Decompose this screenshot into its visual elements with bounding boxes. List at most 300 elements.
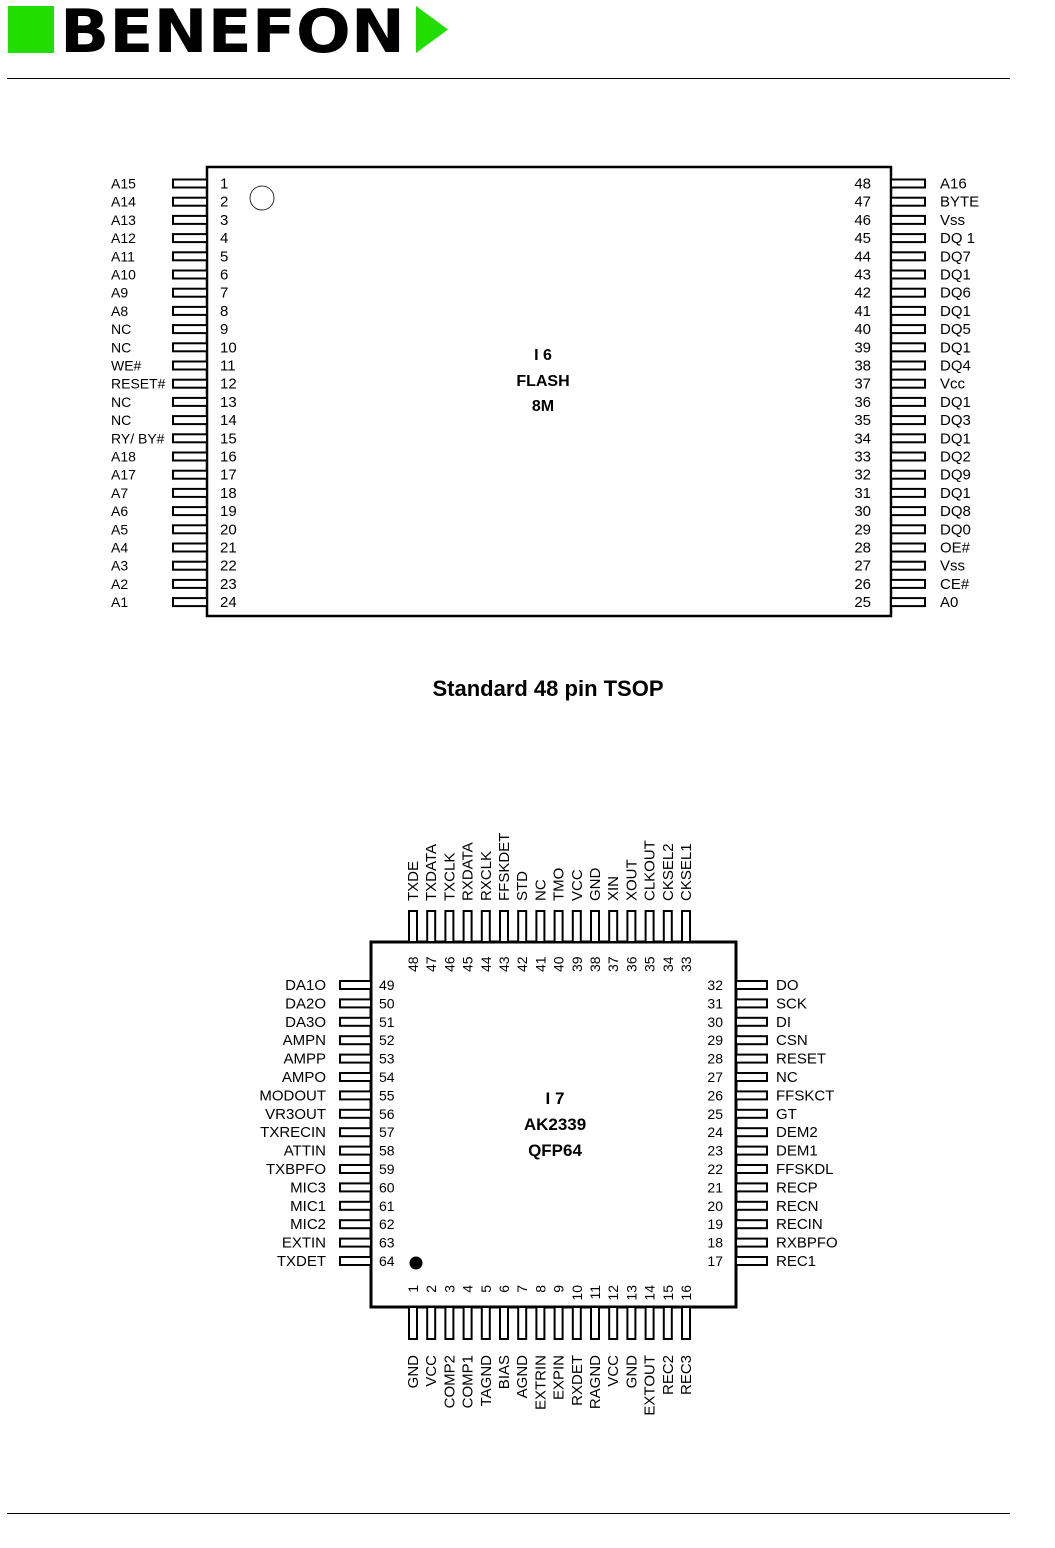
qfp-pin-name: VCC: [605, 1355, 623, 1387]
tsop-pin-lead: [173, 434, 207, 442]
tsop-pin-number: 8: [220, 302, 229, 320]
tsop-pin-lead: [173, 398, 207, 406]
qfp-pin-lead: [736, 1220, 767, 1228]
qfp-pin-number: 42: [514, 956, 531, 972]
qfp-pin-number: 24: [707, 1124, 723, 1141]
tsop-pin-number: 16: [220, 448, 237, 466]
tsop-pin-name: OE#: [940, 539, 971, 557]
tsop-pin-lead: [891, 234, 925, 242]
tsop-pin-lead: [891, 398, 925, 406]
tsop-pin-lead: [891, 252, 925, 260]
qfp-pin-number: 36: [623, 956, 640, 972]
tsop-pin-name: DQ6: [940, 284, 971, 302]
qfp-pin-name: AGND: [514, 1355, 532, 1399]
qfp-pin-name: REC1: [776, 1253, 817, 1270]
qfp-pin-name: RXDATA: [459, 842, 477, 901]
tsop-pin-number: 21: [220, 539, 237, 557]
qfp-pin-lead: [591, 911, 599, 942]
qfp-pin-lead: [340, 1257, 371, 1265]
qfp-pin-name: COMP1: [459, 1355, 477, 1409]
tsop-pin-name: A8: [111, 302, 129, 319]
qfp-pin-lead: [464, 911, 472, 942]
tsop-pin-lead: [891, 489, 925, 497]
qfp-chip-type: AK2339: [523, 1115, 587, 1134]
qfp-pin-number: 30: [707, 1013, 723, 1030]
qfp-pin-number: 37: [605, 956, 622, 972]
tsop-pin-number: 33: [854, 448, 871, 466]
tsop-pin-number: 28: [854, 539, 871, 557]
qfp-pin-name: TXDET: [276, 1253, 326, 1270]
tsop-chip-type: FLASH: [516, 373, 570, 390]
qfp-pin-number: 16: [678, 1285, 694, 1301]
qfp-pin-lead: [646, 1307, 654, 1339]
qfp-pin-name: CLKOUT: [641, 840, 659, 901]
qfp-pin-number: 3: [441, 1285, 458, 1293]
qfp-pin-lead: [736, 1073, 767, 1081]
tsop-pin-name: DQ1: [940, 430, 971, 448]
qfp-pin-lead: [664, 911, 672, 942]
qfp-pin-lead: [591, 1307, 599, 1339]
qfp-pin-lead: [409, 1307, 417, 1339]
qfp-pin-number: 18: [707, 1234, 723, 1251]
qfp-pin-name: RESET: [776, 1050, 827, 1068]
tsop-pin-name: A18: [111, 448, 136, 465]
qfp-pin-number: 25: [707, 1105, 723, 1122]
tsop-pin-lead: [891, 544, 925, 552]
qfp-pin-number: 8: [532, 1285, 549, 1293]
tsop-pin-name: DQ1: [940, 393, 971, 411]
tsop-pin-number: 6: [220, 266, 229, 284]
qfp-pin-lead: [445, 1307, 453, 1339]
qfp-pin-number: 53: [379, 1050, 395, 1067]
qfp-pin-lead: [340, 1073, 371, 1081]
qfp-pin-number: 5: [477, 1285, 494, 1293]
qfp-pin-number: 23: [707, 1142, 723, 1159]
tsop-pin-name: RY/ BY#: [111, 430, 165, 447]
qfp-pin-number: 34: [659, 956, 676, 972]
qfp-pin-lead: [736, 1018, 767, 1026]
tsop-pin-number: 43: [854, 266, 871, 284]
tsop-pin-name: RESET#: [111, 375, 166, 392]
tsop-pin-number: 44: [854, 248, 871, 266]
tsop-pin-number: 39: [854, 339, 871, 357]
qfp-pin-lead: [340, 1128, 371, 1136]
tsop-pin-number: 15: [220, 430, 237, 448]
tsop-pin-number: 22: [220, 557, 237, 575]
qfp-pin-name: EXTRIN: [532, 1355, 550, 1411]
qfp-pin-name: RXCLK: [477, 850, 495, 901]
tsop-pin-lead: [173, 325, 207, 333]
tsop-pin-lead: [173, 525, 207, 533]
qfp-pin-name: TMO: [550, 867, 568, 901]
qfp-pin-name: FFSKDL: [776, 1161, 834, 1178]
qfp-pin-lead: [536, 911, 544, 942]
tsop-pin-name: DQ1: [940, 302, 971, 320]
qfp-pin-name: RECN: [776, 1197, 819, 1215]
qfp-pin-name: RAGND: [587, 1355, 604, 1410]
tsop-pin-lead: [173, 180, 207, 188]
qfp-pin-number: 20: [707, 1197, 723, 1214]
tsop-pin-name: A15: [111, 175, 136, 192]
tsop-pin-lead: [173, 453, 207, 461]
qfp-pin-number: 45: [459, 956, 476, 972]
tsop-pin-lead: [891, 380, 925, 388]
tsop-pin-name: DQ5: [940, 321, 971, 339]
qfp-pin-number: 31: [707, 995, 723, 1012]
tsop-pin-name: DQ1: [940, 266, 971, 284]
qfp-pin-number: 40: [550, 956, 567, 972]
qfp-pin-name: SCK: [776, 995, 807, 1013]
tsop-pin-name: CE#: [940, 575, 970, 593]
tsop-pin-number: 19: [220, 503, 237, 521]
tsop-pin-name: DQ3: [940, 412, 971, 430]
tsop-pin-name: A3: [111, 557, 129, 574]
qfp-pin-number: 7: [514, 1285, 531, 1293]
tsop-pin-lead: [891, 434, 925, 442]
qfp-pin-lead: [736, 1183, 767, 1191]
tsop-caption: Standard 48 pin TSOP: [432, 676, 664, 701]
qfp-pin-lead: [464, 1307, 472, 1339]
tsop-pin-name: DQ2: [940, 448, 971, 466]
qfp-pin-number: 59: [379, 1161, 395, 1177]
qfp-pin-lead: [609, 1307, 617, 1339]
qfp-pin-lead: [736, 1239, 767, 1247]
tsop-pin-lead: [173, 362, 207, 370]
qfp-pin-lead: [536, 1307, 544, 1339]
qfp-pin-number: 56: [379, 1105, 395, 1122]
tsop-pin-number: 1: [220, 175, 229, 193]
qfp-pin-number: 44: [477, 956, 494, 972]
tsop-pin-name: A13: [111, 211, 136, 228]
qfp-pin-lead: [427, 1307, 435, 1339]
qfp-pin-name: VCC: [423, 1355, 441, 1387]
tsop-pin-number: 18: [220, 484, 237, 502]
qfp-pin-name: GND: [405, 1355, 422, 1389]
qfp-pin-name: AMPN: [282, 1032, 326, 1050]
qfp-pin-number: 55: [379, 1087, 395, 1104]
qfp-pin-lead: [736, 981, 767, 989]
qfp-pin-number: 41: [532, 956, 549, 972]
tsop-pin-lead: [891, 507, 925, 515]
tsop-pin-number: 12: [220, 375, 237, 393]
qfp-pin-name: RXBPFO: [776, 1234, 838, 1252]
qfp-pin-lead: [664, 1307, 672, 1339]
qfp-pin-number: 35: [641, 956, 658, 972]
tsop-pin-number: 48: [854, 175, 871, 193]
qfp-pin-name: MIC2: [290, 1216, 326, 1234]
tsop-chip-refdes: I 6: [534, 347, 552, 364]
tsop-pin-number: 25: [854, 594, 871, 612]
qfp-pin-name: ATTIN: [283, 1142, 326, 1160]
tsop-pin-name: A5: [111, 521, 129, 538]
qfp-64-package: [259, 833, 837, 1416]
tsop-pin-name: DQ4: [940, 357, 971, 375]
qfp-pin-lead: [340, 1018, 371, 1026]
tsop-pin-lead: [891, 180, 925, 188]
qfp-pin-number: 64: [379, 1253, 395, 1269]
qfp-pin-number: 46: [441, 956, 458, 972]
qfp-pin-name: DA1O: [285, 977, 326, 994]
qfp-pin-number: 47: [423, 956, 440, 972]
qfp-pin-name: RXDET: [568, 1355, 586, 1406]
tsop-pin-name: A1: [111, 594, 129, 611]
tsop-pin-name: WE#: [111, 357, 142, 374]
qfp-pin-lead: [573, 911, 581, 942]
tsop-pin-lead: [891, 307, 925, 315]
qfp-pin-name: MODOUT: [259, 1087, 326, 1105]
qfp-pin-name: EXTOUT: [641, 1355, 659, 1416]
qfp-pin-name: BIAS: [496, 1355, 513, 1390]
qfp-pin-name: TXDE: [405, 860, 422, 901]
qfp-pin-lead: [482, 911, 490, 942]
qfp-pin-number: 43: [496, 956, 512, 972]
tsop-pin-name: DQ8: [940, 503, 971, 521]
qfp-pin-number: 61: [379, 1197, 395, 1214]
qfp-pin-number: 63: [379, 1234, 395, 1251]
tsop-pin-lead: [173, 289, 207, 297]
qfp-pin-name: TXBPFO: [265, 1161, 326, 1178]
qfp-pin-lead: [340, 1220, 371, 1228]
tsop-pin-name: Vcc: [940, 375, 966, 393]
tsop-pin-number: 38: [854, 357, 871, 375]
qfp-pin-lead: [340, 1055, 371, 1063]
qfp-pin-lead: [340, 1183, 371, 1191]
tsop-pin-number: 46: [854, 211, 871, 229]
qfp-pin-lead: [736, 1165, 767, 1173]
tsop-pin-name: DQ1: [940, 339, 971, 357]
qfp-pin-number: 33: [678, 956, 694, 972]
tsop-pin-lead: [173, 489, 207, 497]
qfp-pin-name: TXRECIN: [260, 1124, 326, 1142]
tsop-pin-lead: [173, 307, 207, 315]
qfp-pin-lead: [555, 911, 563, 942]
qfp-pin-number: 51: [379, 1013, 395, 1030]
tsop-pin-lead: [891, 598, 925, 606]
tsop-pin-lead: [173, 544, 207, 552]
tsop-pin-lead: [891, 325, 925, 333]
qfp-pin-name: GND: [623, 1355, 641, 1389]
tsop-chip-body: [207, 167, 891, 616]
qfp-pin-number: 19: [707, 1216, 723, 1233]
qfp-pin-lead: [627, 911, 635, 942]
qfp-pin-name: DEM1: [776, 1142, 818, 1160]
tsop-pin-name: Vss: [940, 557, 966, 575]
qfp-pin-name: NC: [776, 1069, 798, 1086]
qfp-pin-name: EXTIN: [281, 1234, 326, 1252]
qfp-pin-name: DA3O: [285, 1013, 326, 1031]
qfp-pin-name: VCC: [568, 869, 586, 901]
qfp-pin-number: 12: [605, 1285, 622, 1301]
tsop-pin-number: 30: [854, 503, 871, 521]
qfp-pin-number: 1: [405, 1285, 421, 1293]
tsop-pin-number: 23: [220, 575, 237, 593]
qfp-chip-package: QFP64: [528, 1141, 582, 1160]
qfp-pin-number: 6: [496, 1285, 512, 1293]
qfp-pin-name: TXCLK: [441, 852, 459, 901]
tsop-pin-lead: [173, 471, 207, 479]
tsop-pin-name: A7: [111, 484, 129, 501]
qfp-pin-number: 62: [379, 1216, 395, 1233]
tsop-pin-name: DQ9: [940, 466, 971, 484]
qfp-pin-number: 50: [379, 995, 395, 1012]
qfp-pin-number: 60: [379, 1179, 395, 1196]
qfp-pin-name: XIN: [605, 875, 623, 901]
qfp-pin-number: 4: [459, 1285, 476, 1293]
qfp-pin-lead: [736, 1055, 767, 1063]
tsop-pin-lead: [891, 525, 925, 533]
qfp-pin-name: RECP: [776, 1179, 818, 1197]
tsop-pin-name: DQ1: [940, 484, 971, 502]
qfp-pin-name: FFSKCT: [776, 1087, 835, 1105]
qfp-pin-number: 38: [587, 956, 603, 972]
tsop-pin-number: 4: [220, 230, 229, 248]
tsop-pin-lead: [173, 198, 207, 206]
tsop-pin-number: 27: [854, 557, 871, 575]
qfp-pin-lead: [340, 999, 371, 1007]
qfp-pin-number: 11: [587, 1285, 603, 1300]
qfp-pin-number: 17: [707, 1253, 723, 1269]
tsop-pin-lead: [891, 471, 925, 479]
qfp-pin-lead: [736, 1257, 767, 1265]
qfp-pin-name: DA2O: [285, 995, 326, 1013]
qfp-pin-lead: [682, 1307, 690, 1339]
tsop-pin-lead: [173, 580, 207, 588]
qfp-pin-name: STD: [514, 871, 532, 901]
qfp-pin-name: DEM2: [776, 1124, 818, 1142]
tsop-pin-number: 11: [220, 357, 236, 375]
qfp-pin-lead: [340, 1202, 371, 1210]
tsop-pin-lead: [173, 252, 207, 260]
qfp-pin-lead: [427, 911, 435, 942]
qfp-pin-name: REC3: [678, 1355, 695, 1396]
qfp-pin-name: AMPP: [283, 1050, 326, 1068]
qfp-pin-number: 28: [707, 1050, 723, 1067]
qfp-pin-lead: [736, 1128, 767, 1136]
qfp-chip-refdes: I 7: [545, 1089, 565, 1108]
qfp-pin-name: GT: [776, 1105, 797, 1123]
qfp-pin-number: 22: [707, 1161, 723, 1177]
tsop-pin-lead: [173, 507, 207, 515]
qfp-pin-lead: [736, 1091, 767, 1099]
qfp-pin-number: 10: [568, 1285, 585, 1301]
qfp-pin-number: 29: [707, 1032, 723, 1049]
tsop-pin-name: A14: [111, 193, 136, 210]
tsop-pin-name: NC: [111, 412, 132, 429]
tsop-pin-name: A10: [111, 266, 136, 283]
tsop-pin-name: A0: [940, 594, 959, 612]
qfp-pin-name: CSN: [776, 1032, 808, 1050]
qfp-pin-name: DO: [776, 977, 799, 994]
qfp-pin-name: MIC1: [290, 1197, 326, 1215]
tsop-pin-number: 36: [854, 393, 871, 411]
qfp-pin-name: EXPIN: [550, 1355, 568, 1401]
qfp-pin-name: MIC3: [290, 1179, 326, 1197]
qfp-pin-number: 32: [707, 977, 723, 993]
qfp-pin-lead: [573, 1307, 581, 1339]
tsop-pin-number: 29: [854, 521, 871, 539]
tsop-pin-lead: [891, 198, 925, 206]
tsop-pin-lead: [173, 562, 207, 570]
tsop-pin-name: DQ7: [940, 248, 971, 266]
tsop-pin-number: 37: [854, 375, 871, 393]
tsop-chip-size: 8M: [531, 398, 555, 415]
qfp-pin-lead: [500, 1307, 508, 1339]
qfp-pin-number: 9: [550, 1285, 567, 1293]
tsop-pin-lead: [173, 598, 207, 606]
qfp-pin-number: 57: [379, 1124, 395, 1141]
tsop-pin-number: 24: [220, 594, 237, 612]
qfp-pin-number: 52: [379, 1032, 395, 1049]
tsop-pin-lead: [891, 453, 925, 461]
qfp-pin-name: AMPO: [281, 1069, 326, 1086]
qfp-pin-lead: [736, 999, 767, 1007]
qfp-pin-name: TXDATA: [423, 844, 441, 901]
tsop-pin-number: 40: [854, 321, 871, 339]
qfp-pin-lead: [445, 911, 453, 942]
qfp-pin-number: 15: [659, 1285, 676, 1301]
qfp-pin-lead: [609, 911, 617, 942]
qfp-pin-number: 2: [423, 1285, 440, 1293]
tsop-pin-lead: [891, 580, 925, 588]
tsop-pin-name: DQ0: [940, 521, 971, 539]
qfp-pin-name: DI: [776, 1013, 791, 1031]
logo-wordmark: BENEFON: [60, 5, 405, 55]
qfp-pin-name: VR3OUT: [265, 1105, 326, 1123]
tsop-pin-number: 17: [220, 466, 237, 484]
tsop-pin-name: NC: [111, 339, 132, 356]
qfp-pin-number: 26: [707, 1087, 723, 1104]
tsop-pin-name: A2: [111, 575, 129, 592]
qfp-pin-lead: [736, 1036, 767, 1044]
qfp-pin-number: 21: [707, 1179, 723, 1196]
tsop-pin-number: 10: [220, 339, 237, 357]
tsop-pin-lead: [891, 362, 925, 370]
tsop-pin-name: A17: [111, 466, 136, 483]
tsop-pin-number: 2: [220, 193, 229, 211]
qfp-pin-lead: [482, 1307, 490, 1339]
qfp-pin-lead: [736, 1110, 767, 1118]
tsop-pin-lead: [891, 216, 925, 224]
tsop-pin-lead: [173, 380, 207, 388]
tsop-pin-number: 9: [220, 321, 229, 339]
tsop-pin-lead: [891, 289, 925, 297]
qfp-pin-name: XOUT: [623, 859, 641, 901]
qfp-pin-lead: [340, 981, 371, 989]
tsop-pin-number: 35: [854, 412, 871, 430]
tsop-pin-number: 47: [854, 193, 871, 211]
qfp-pin-name: GND: [587, 867, 604, 901]
tsop-pin-name: A11: [111, 248, 135, 265]
tsop-pin-number: 5: [220, 248, 229, 266]
qfp-pin-number: 58: [379, 1142, 395, 1159]
tsop-pin-number: 41: [854, 302, 871, 320]
tsop-pin-number: 7: [220, 284, 229, 302]
qfp-pin-lead: [340, 1239, 371, 1247]
tsop-pin-lead: [173, 343, 207, 351]
tsop-pin-lead: [173, 416, 207, 424]
tsop-pin-name: A12: [111, 230, 136, 247]
tsop-pin-number: 32: [854, 466, 871, 484]
qfp-pin-number: 54: [379, 1069, 395, 1085]
qfp-pin-lead: [340, 1091, 371, 1099]
qfp-pin-lead: [646, 911, 654, 942]
tsop-pin-number: 34: [854, 430, 871, 448]
qfp-pin-lead: [340, 1036, 371, 1044]
qfp-pin-name: COMP2: [441, 1355, 459, 1409]
tsop-pin-name: A9: [111, 284, 129, 301]
tsop-pin-name: NC: [111, 393, 132, 410]
tsop-pin-number: 26: [854, 575, 871, 593]
